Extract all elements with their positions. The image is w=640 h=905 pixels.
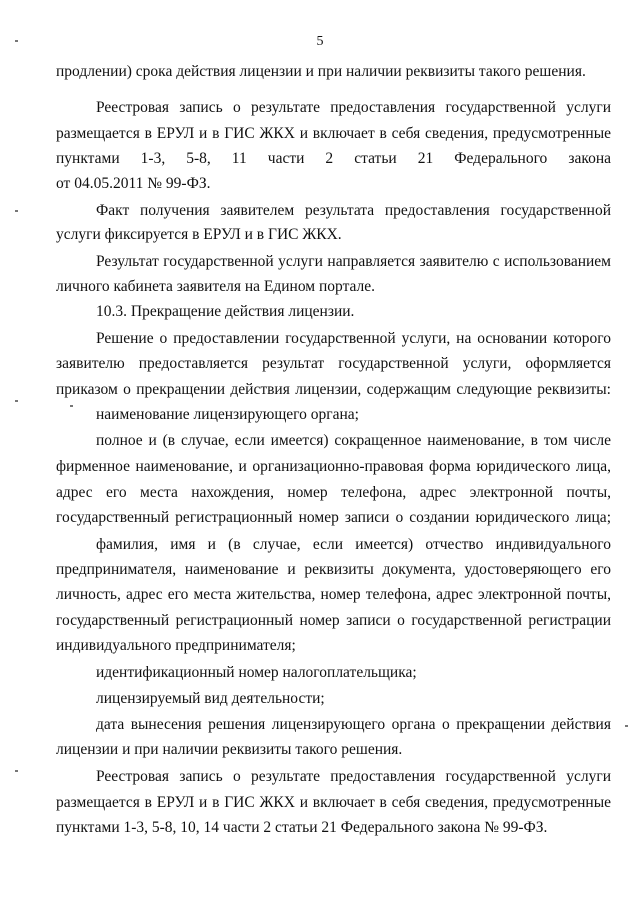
list-item: идентификационный номер налогоплательщика; bbox=[96, 664, 417, 681]
page-number: 5 bbox=[316, 34, 324, 49]
text-line: полное и (в случае, если имеется) сокращенное наименование, в том числе bbox=[96, 432, 611, 449]
text-line: пунктами 1-3, 5-8, 11 части 2 статьи 21 Федерального закона bbox=[56, 150, 611, 167]
text-line: Реестровая запись о результате предоставления государственной услуги bbox=[96, 768, 611, 785]
scan-mark bbox=[15, 770, 18, 772]
text-line: лицензии и при наличии реквизиты такого решения. bbox=[56, 741, 403, 758]
text-line: пунктами 1-3, 5-8, 10, 14 части 2 статьи 21 Федерального закона № 99-ФЗ. bbox=[56, 819, 548, 836]
scan-mark bbox=[15, 40, 18, 42]
scan-mark bbox=[15, 400, 18, 402]
text-line: дата вынесения решения лицензирующего органа о прекращении действия bbox=[96, 716, 611, 733]
text-line: государственный регистрационный номер записи о создании юридического лица; bbox=[56, 509, 611, 526]
list-item: наименование лицензирующего органа; bbox=[96, 406, 359, 423]
text-line: Результат государственной услуги направляется заявителю с использованием bbox=[96, 253, 611, 270]
text-line: Реестровая запись о результате предоставления государственной услуги bbox=[96, 99, 611, 116]
text-line: заявителю предоставляется результат государственной услуги, оформляется bbox=[56, 355, 611, 372]
text-line: государственный регистрационный номер записи о государственной регистрации bbox=[56, 612, 611, 629]
text-line: адрес его места нахождения, номер телефона, адрес электронной почты, bbox=[56, 484, 611, 501]
text-line: индивидуального предпринимателя; bbox=[56, 637, 296, 654]
text-line: продлении) срока действия лицензии и при наличии реквизиты такого решения. bbox=[56, 63, 586, 80]
text-line: фамилия, имя и (в случае, если имеется) отчество индивидуального bbox=[96, 536, 611, 553]
text-line: от 04.05.2011 № 99-ФЗ. bbox=[56, 175, 211, 192]
text-line: Решение о предоставлении государственной услуги, на основании которого bbox=[96, 330, 611, 347]
list-item: лицензируемый вид деятельности; bbox=[96, 690, 325, 707]
text-line: фирменное наименование, и организационно-правовая форма юридического лица, bbox=[56, 458, 611, 475]
text-line: размещается в ЕРУЛ и в ГИС ЖКХ и включает в себя сведения, предусмотренные bbox=[56, 794, 611, 811]
section-heading: 10.3. Прекращение действия лицензии. bbox=[96, 303, 355, 320]
scan-mark bbox=[15, 210, 18, 212]
text-line: приказом о прекращении действия лицензии, содержащим следующие реквизиты: bbox=[56, 381, 611, 398]
text-line: услуги фиксируется в ЕРУЛ и в ГИС ЖКХ. bbox=[56, 226, 342, 243]
text-line: предпринимателя, наименование и реквизиты документа, удостоверяющего его bbox=[56, 561, 611, 578]
scan-mark bbox=[625, 725, 628, 727]
text-line: размещается в ЕРУЛ и в ГИС ЖКХ и включает в себя сведения, предусмотренные bbox=[56, 125, 611, 142]
text-line: личность, адрес его места жительства, номер телефона, адрес электронной почты, bbox=[56, 586, 611, 603]
scan-mark bbox=[70, 405, 73, 407]
text-line: Факт получения заявителем результата предоставления государственной bbox=[96, 202, 611, 219]
text-line: личного кабинета заявителя на Едином портале. bbox=[56, 278, 376, 295]
